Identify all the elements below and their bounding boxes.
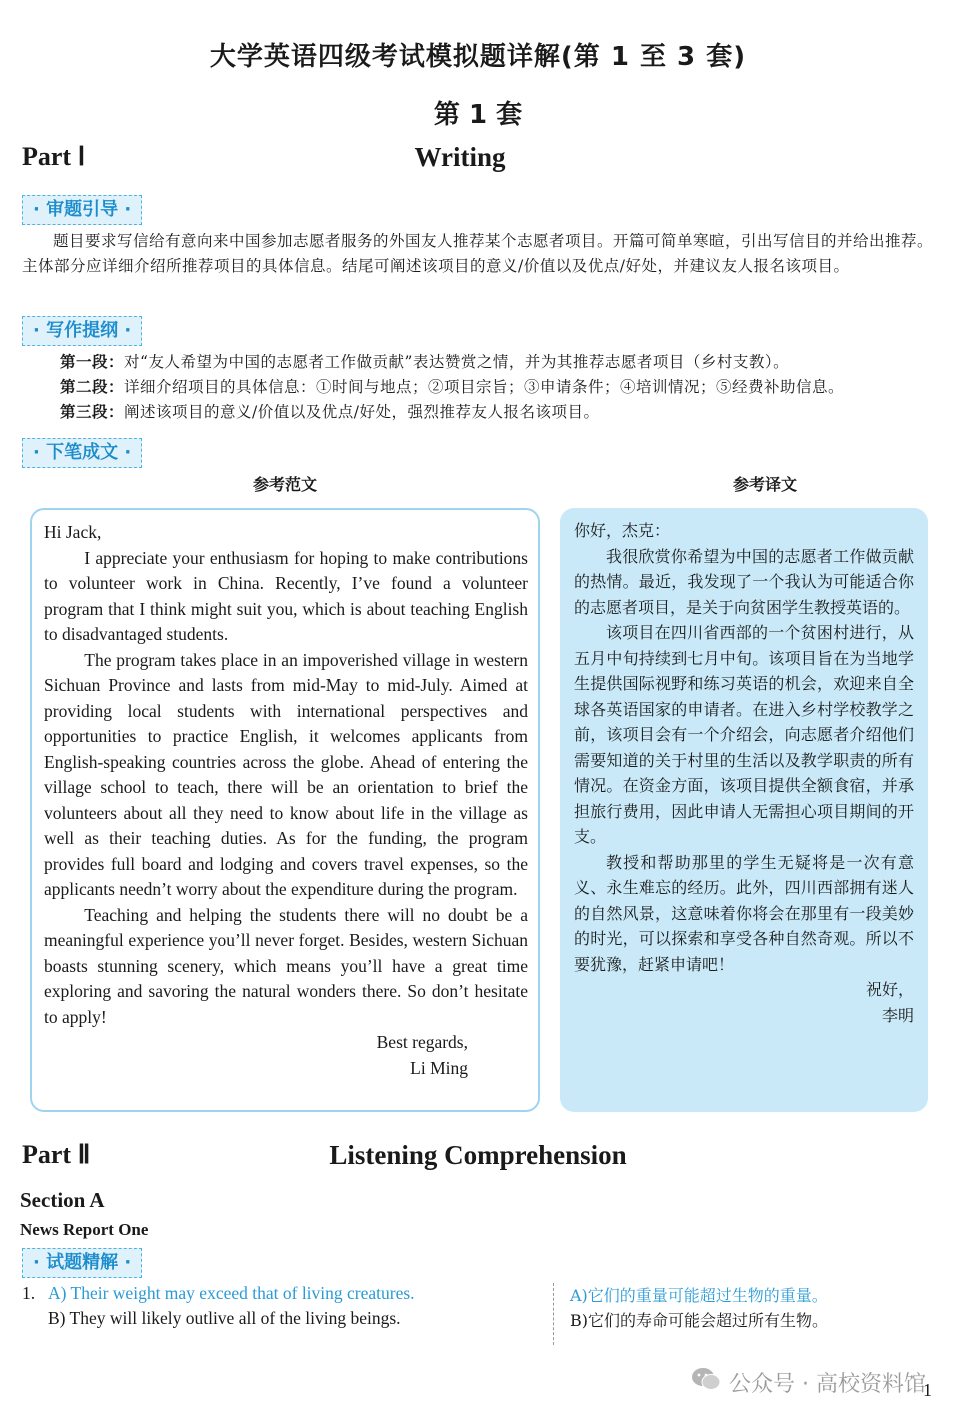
option-b-en: B) They will likely outlive all of the living beings. (48, 1308, 401, 1328)
part1-title: Writing (414, 142, 506, 172)
outline-item: 第一段：对“友人希望为中国的志愿者工作做贡献”表达赞赏之情，并为其推荐志愿者项目（乡村支教）。 (60, 353, 790, 371)
essay-en-paragraph: I appreciate your enthusiasm for hoping to make contributions to volunteer work in China. Recently, I’ve found a volunteer program that I think might suit you, which is about teaching English to disadvantaged students. (44, 547, 528, 644)
option-a-cn: A)它们的重量可能超过生物的重量。 (570, 1286, 828, 1305)
essay-cn (574, 518, 914, 1028)
set-title: 第 1 套 (433, 100, 523, 130)
essay-cn-paragraph: 该项目在四川省西部的一个贫困村进行，从五月中旬持续到七月中旬。该项目旨在为当地学生提供国际视野和练习英语的机会，欢迎来自全球各英语国家的申请者。在进入乡村学校教学之前，该项目会有一个介绍会，向志愿者介绍他们需要知道的关于村里的生活以及教学职责的所有情况。在资金方面，该项目提供全额食宿，并承担旅行费用，因此申请人无需担心项目期间的开支。 (574, 623, 914, 846)
essay-cn-paragraph: 我很欣赏你希望为中国的志愿者工作做贡献的热情。最近，我发现了一个我认为可能适合你的志愿者项目，是关于向贫困学生教授英语的。 (574, 546, 914, 617)
review-text: 题目要求写信给有意向来中国参加志愿者服务的外国友人推荐某个志愿者项目。开篇可简单寒暄，引出写信目的并给出推荐。主体部分应详细介绍所推荐项目的具体信息。结尾可阐述该项目的意义/价值以及优点/好处，并建议友人报名该项目。 (22, 232, 934, 275)
essay-cn-paragraph: 教授和帮助那里的学生无疑将是一次有意义、永生难忘的经历。此外，四川西部拥有迷人的自然风景，这意味着你将会在那里有一段美妙的时光，可以探索和享受各种自然奇观。所以不要犹豫，赶紧申请吧！ (574, 852, 914, 974)
essay-cn-box (560, 508, 928, 1112)
outline-item: 第三段：阐述该项目的意义/价值以及优点/好处，强烈推荐友人报名该项目。 (60, 403, 600, 421)
tag-outline: · 写作提纲 · (22, 316, 142, 346)
page-number: 1 (923, 1380, 932, 1400)
column-divider (553, 1283, 554, 1345)
subsection-title: News Report One (20, 1220, 149, 1239)
option-a-en: A) Their weight may exceed that of living creatures. (48, 1283, 415, 1303)
wechat-icon (691, 1366, 721, 1398)
tag-write: · 下笔成文 · (22, 438, 142, 468)
essay-en-box (30, 508, 540, 1112)
watermark-text: 公众号 · 高校资料馆 (729, 1371, 926, 1397)
essay-en-paragraph: The program takes place in an impoverished village in western Sichuan Province and lasts from mid-May to mid-July. Aimed at providing local students with international perspectives and opportunities to practice English, it welcomes applicants from English-speaking countries across the globe. Ahead of entering the village school to teach, there will be an orientation to brief the volunteers about all they need to know about life in the village as well as their teaching duties. As for the funding, the program provides full board and lodging and covers travel expenses, so the applicants needn’t worry about the expenditure during the program. (44, 649, 528, 899)
essay-en-closing: Best regards, (376, 1032, 468, 1052)
essay-en (44, 520, 528, 1081)
watermark (691, 1366, 926, 1398)
question-number: 1. (22, 1283, 36, 1303)
essay-en-greeting: Hi Jack, (44, 522, 102, 542)
document-title: 大学英语四级考试模拟题详解(第 1 至 3 套) (209, 42, 747, 72)
tag-analysis: · 试题精解 · (22, 1248, 142, 1278)
ref-en-heading: 参考范文 (252, 475, 317, 494)
part1-label: Part Ⅰ (22, 142, 86, 171)
outline-item: 第二段：详细介绍项目的具体信息：①时间与地点；②项目宗旨；③申请条件；④培训情况；⑤经费补助信息。 (60, 378, 845, 396)
essay-cn-signature: 李明 (881, 1005, 914, 1025)
section-title: Section A (20, 1188, 105, 1212)
option-b-cn: B)它们的寿命可能会超过所有生物。 (570, 1311, 829, 1330)
part2-title: Listening Comprehension (329, 1140, 627, 1170)
essay-en-paragraph: Teaching and helping the students there will no doubt be a meaningful experience you’ll never forget. Besides, western Sichuan boasts stunning scenery, which means you’ll have a great time exploring and savoring the natural wonders there. So don’t hesitate to apply! (44, 904, 528, 1027)
outline-list (60, 350, 940, 425)
ref-cn-heading: 参考译文 (732, 475, 797, 494)
part2-label: Part Ⅱ (22, 1140, 91, 1169)
essay-cn-closing: 祝好， (865, 980, 914, 999)
essay-cn-greeting: 你好，杰克： (574, 521, 671, 540)
essay-en-signature: Li Ming (410, 1057, 468, 1078)
tag-review: · 审题引导 · (22, 195, 142, 225)
